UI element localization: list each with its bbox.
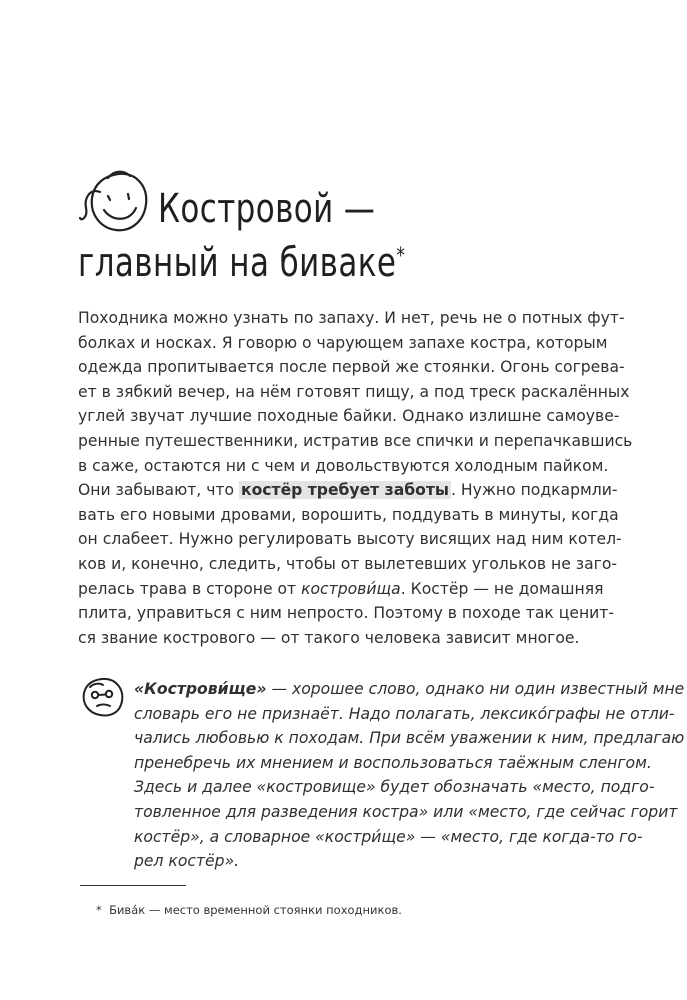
- body-text: релась трава в стороне от: [78, 579, 302, 598]
- note-term: «Кострови́ще»: [134, 680, 267, 698]
- body-line: ренные путешественники, истратив все спички и перепачкавшись: [78, 431, 633, 450]
- note-line: чались любовью к походам. При всём уважении к ним, предлагаю: [134, 729, 685, 748]
- body-line: ся звание кострового — от такого человека зависит многое.: [78, 628, 580, 647]
- body-line: [78, 478, 618, 503]
- footnote-text: — место временной стоянки походников.: [145, 903, 402, 917]
- note-line: рел костёр».: [134, 852, 240, 871]
- smiling-face-icon: [78, 168, 154, 238]
- note-line: словарь его не признаёт. Надо полагать, лексико́графы не отли-: [134, 704, 675, 723]
- body-line: болках и носках. Я говорю о чарующем запахе костра, которым: [78, 333, 608, 352]
- thinking-face-icon: [80, 675, 126, 719]
- italic-term: кострови́ща: [301, 579, 401, 598]
- body-line: в саже, остаются ни с чем и довольствуются холодным пайком.: [78, 456, 609, 475]
- heading-line-1: Костровой —: [158, 186, 376, 232]
- heading-asterisk: *: [396, 244, 406, 269]
- heading-line-2-text: главный на биваке: [78, 240, 397, 286]
- body-line: ков и, конечно, следить, чтобы от вылетевших угольков не заго-: [78, 554, 618, 573]
- body-line: ет в зябкий вечер, на нём готовят пищу, а под треск раскалённых: [78, 382, 630, 401]
- note-line: товленное для разведения костра» или «место, где сейчас горит: [134, 802, 678, 821]
- body-line: [78, 577, 604, 602]
- footnote-marker: *: [96, 903, 102, 917]
- body-line: плита, управиться с ним непросто. Поэтому в походе так ценит-: [78, 604, 614, 623]
- body-text: . Костёр — не домашняя: [400, 579, 604, 598]
- body-line: вать его новыми дровами, ворошить, поддувать в минуты, когда: [78, 505, 619, 524]
- body-text: Они забывают, что: [78, 481, 240, 500]
- note-line: пренебречь их мнением и воспользоваться таёжным сленгом.: [134, 753, 652, 772]
- note-line: Здесь и далее «костровище» будет обозначать «место, подго-: [134, 778, 655, 797]
- note-line: [134, 677, 685, 702]
- note-text: — хорошее слово, однако ни один известный мне: [266, 680, 685, 698]
- body-paragraph: [78, 306, 633, 650]
- footnote: [96, 902, 402, 918]
- note-line: костёр», а словарное «костри́ще» — «место, где когда-то го-: [134, 827, 643, 846]
- heading-line-2: [78, 236, 405, 290]
- body-line: он слабеет. Нужно регулировать высоту висящих над ним котел-: [78, 530, 622, 549]
- body-text: . Нужно подкармли-: [450, 481, 618, 500]
- side-note: [134, 677, 685, 874]
- highlight-phrase: костёр требует заботы: [241, 481, 449, 500]
- footnote-term: Бива́к: [109, 903, 146, 917]
- body-line: Походника можно узнать по запаху. И нет, речь не о потных фут-: [78, 309, 625, 327]
- footnote-rule: [80, 885, 186, 886]
- body-line: одежда пропитывается после первой же стоянки. Огонь согрева-: [78, 358, 625, 377]
- body-line: углей звучат лучшие походные байки. Однако излишне самоуве-: [78, 407, 620, 426]
